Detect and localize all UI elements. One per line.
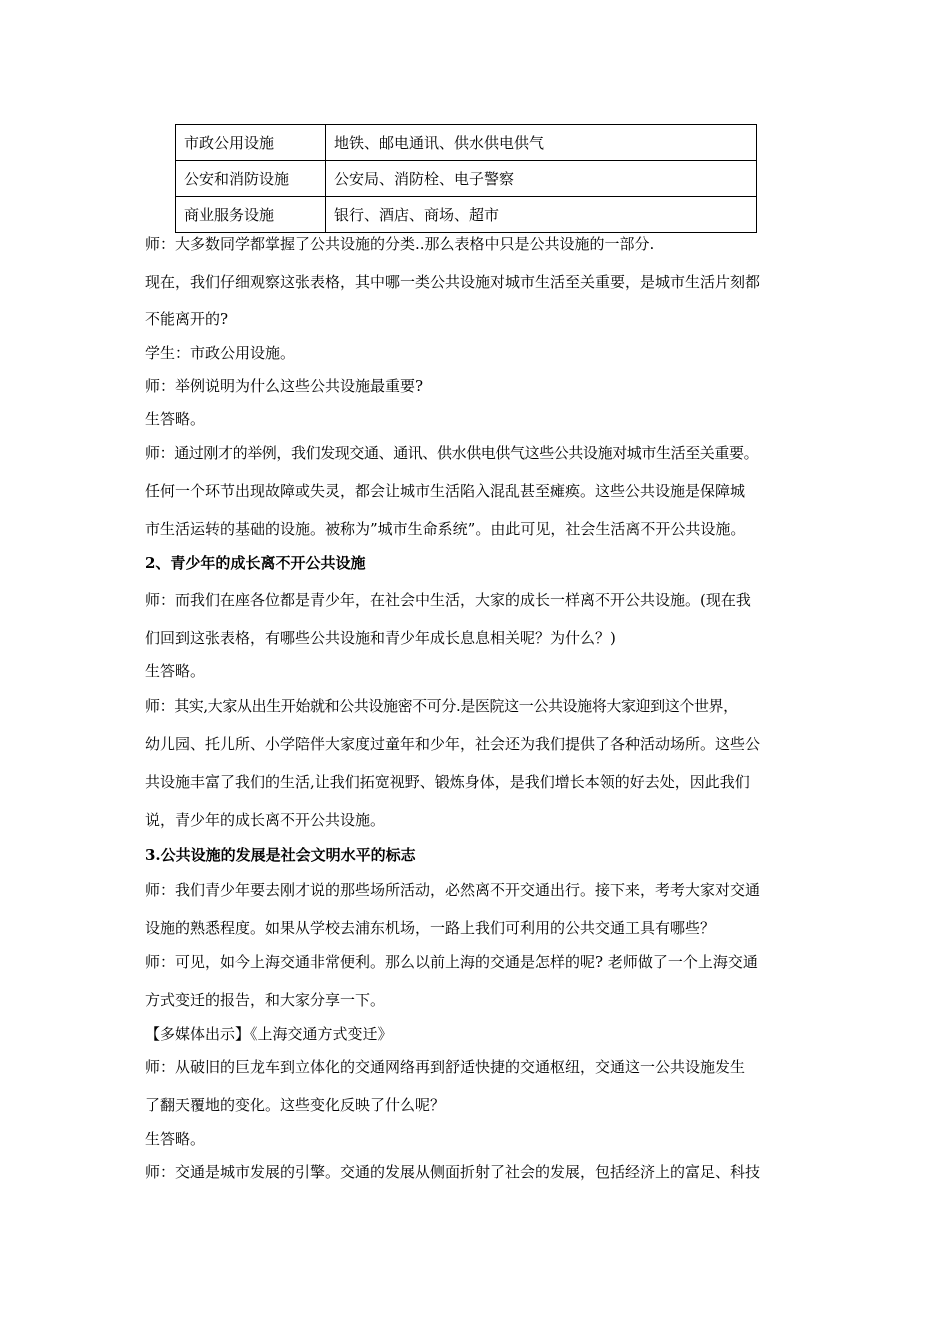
text-line: 不能离开的?	[145, 310, 229, 328]
text-line: 共设施丰富了我们的生活,让我们拓宽视野、锻炼身体，是我们增长本领的好去处，因此我们	[145, 773, 750, 791]
table-row	[176, 197, 757, 233]
text-line: 幼儿园、托儿所、小学陪伴大家度过童年和少年，社会还为我们提供了各种活动场所。这些公	[145, 735, 761, 753]
table-cell-category: 市政公用设施	[176, 125, 326, 161]
text-line: 师：可见，如今上海交通非常便利。那么以前上海的交通是怎样的呢? 老师做了一个上海交通	[145, 953, 758, 971]
section-heading: 2、青少年的成长离不开公共设施	[145, 554, 366, 572]
text-line: 师：举例说明为什么这些公共设施最重要?	[145, 377, 424, 395]
text-line: 生答略。	[145, 662, 206, 680]
text-line: 【多媒体出示】《上海交通方式变迁》	[145, 1025, 393, 1043]
text-line: 师：其实,大家从出生开始就和公共设施密不可分.是医院这一公共设施将大家迎到这个世界，	[145, 697, 738, 715]
table-cell-examples: 银行、酒店、商场、超市	[326, 197, 757, 233]
facilities-table	[175, 124, 757, 233]
table-cell-examples: 地铁、邮电通讯、供水供电供气	[326, 125, 757, 161]
text-line: 们回到这张表格，有哪些公共设施和青少年成长息息相关呢？为什么？)	[145, 629, 616, 647]
text-line: 设施的熟悉程度。如果从学校去浦东机场，一路上我们可利用的公共交通工具有哪些？	[145, 919, 716, 937]
text-line: 师：通过刚才的举例，我们发现交通、通讯、供水供电供气这些公共设施对城市生活至关重要。	[145, 444, 759, 462]
table-cell-category: 公安和消防设施	[176, 161, 326, 197]
text-line: 现在，我们仔细观察这张表格，其中哪一类公共设施对城市生活至关重要，是城市生活片刻都	[145, 273, 761, 291]
text-line: 师：我们青少年要去刚才说的那些场所活动，必然离不开交通出行。接下来，考考大家对交通	[145, 881, 761, 899]
text-line: 师：而我们在座各位都是青少年，在社会中生活，大家的成长一样离不开公共设施。(现在我	[145, 591, 751, 609]
text-line: 师：从破旧的巨龙车到立体化的交通网络再到舒适快捷的交通枢纽，交通这一公共设施发生	[145, 1058, 746, 1076]
section-heading: 3.公共设施的发展是社会文明水平的标志	[145, 846, 416, 864]
text-line: 方式变迁的报告，和大家分享一下。	[145, 991, 386, 1009]
text-line: 生答略。	[145, 410, 206, 428]
text-line: 了翻天覆地的变化。这些变化反映了什么呢？	[145, 1096, 446, 1114]
table-row	[176, 125, 757, 161]
text-line: 学生：市政公用设施。	[145, 344, 296, 362]
table-cell-examples: 公安局、消防栓、电子警察	[326, 161, 757, 197]
text-line: 市生活运转的基础的设施。被称为”城市生命系统”。由此可见，社会生活离不开公共设施。	[145, 520, 746, 538]
text-line: 生答略。	[145, 1130, 206, 1148]
table-row	[176, 161, 757, 197]
text-line: 说，青少年的成长离不开公共设施。	[145, 811, 386, 829]
table-cell-category: 商业服务设施	[176, 197, 326, 233]
text-line: 师：交通是城市发展的引擎。交通的发展从侧面折射了社会的发展，包括经济上的富足、科技	[145, 1163, 761, 1181]
text-line: 师：大多数同学都掌握了公共设施的分类..那么表格中只是公共设施的一部分.	[145, 235, 655, 253]
text-line: 任何一个环节出现故障或失灵，都会让城市生活陷入混乱甚至瘫痪。这些公共设施是保障城	[145, 482, 746, 500]
